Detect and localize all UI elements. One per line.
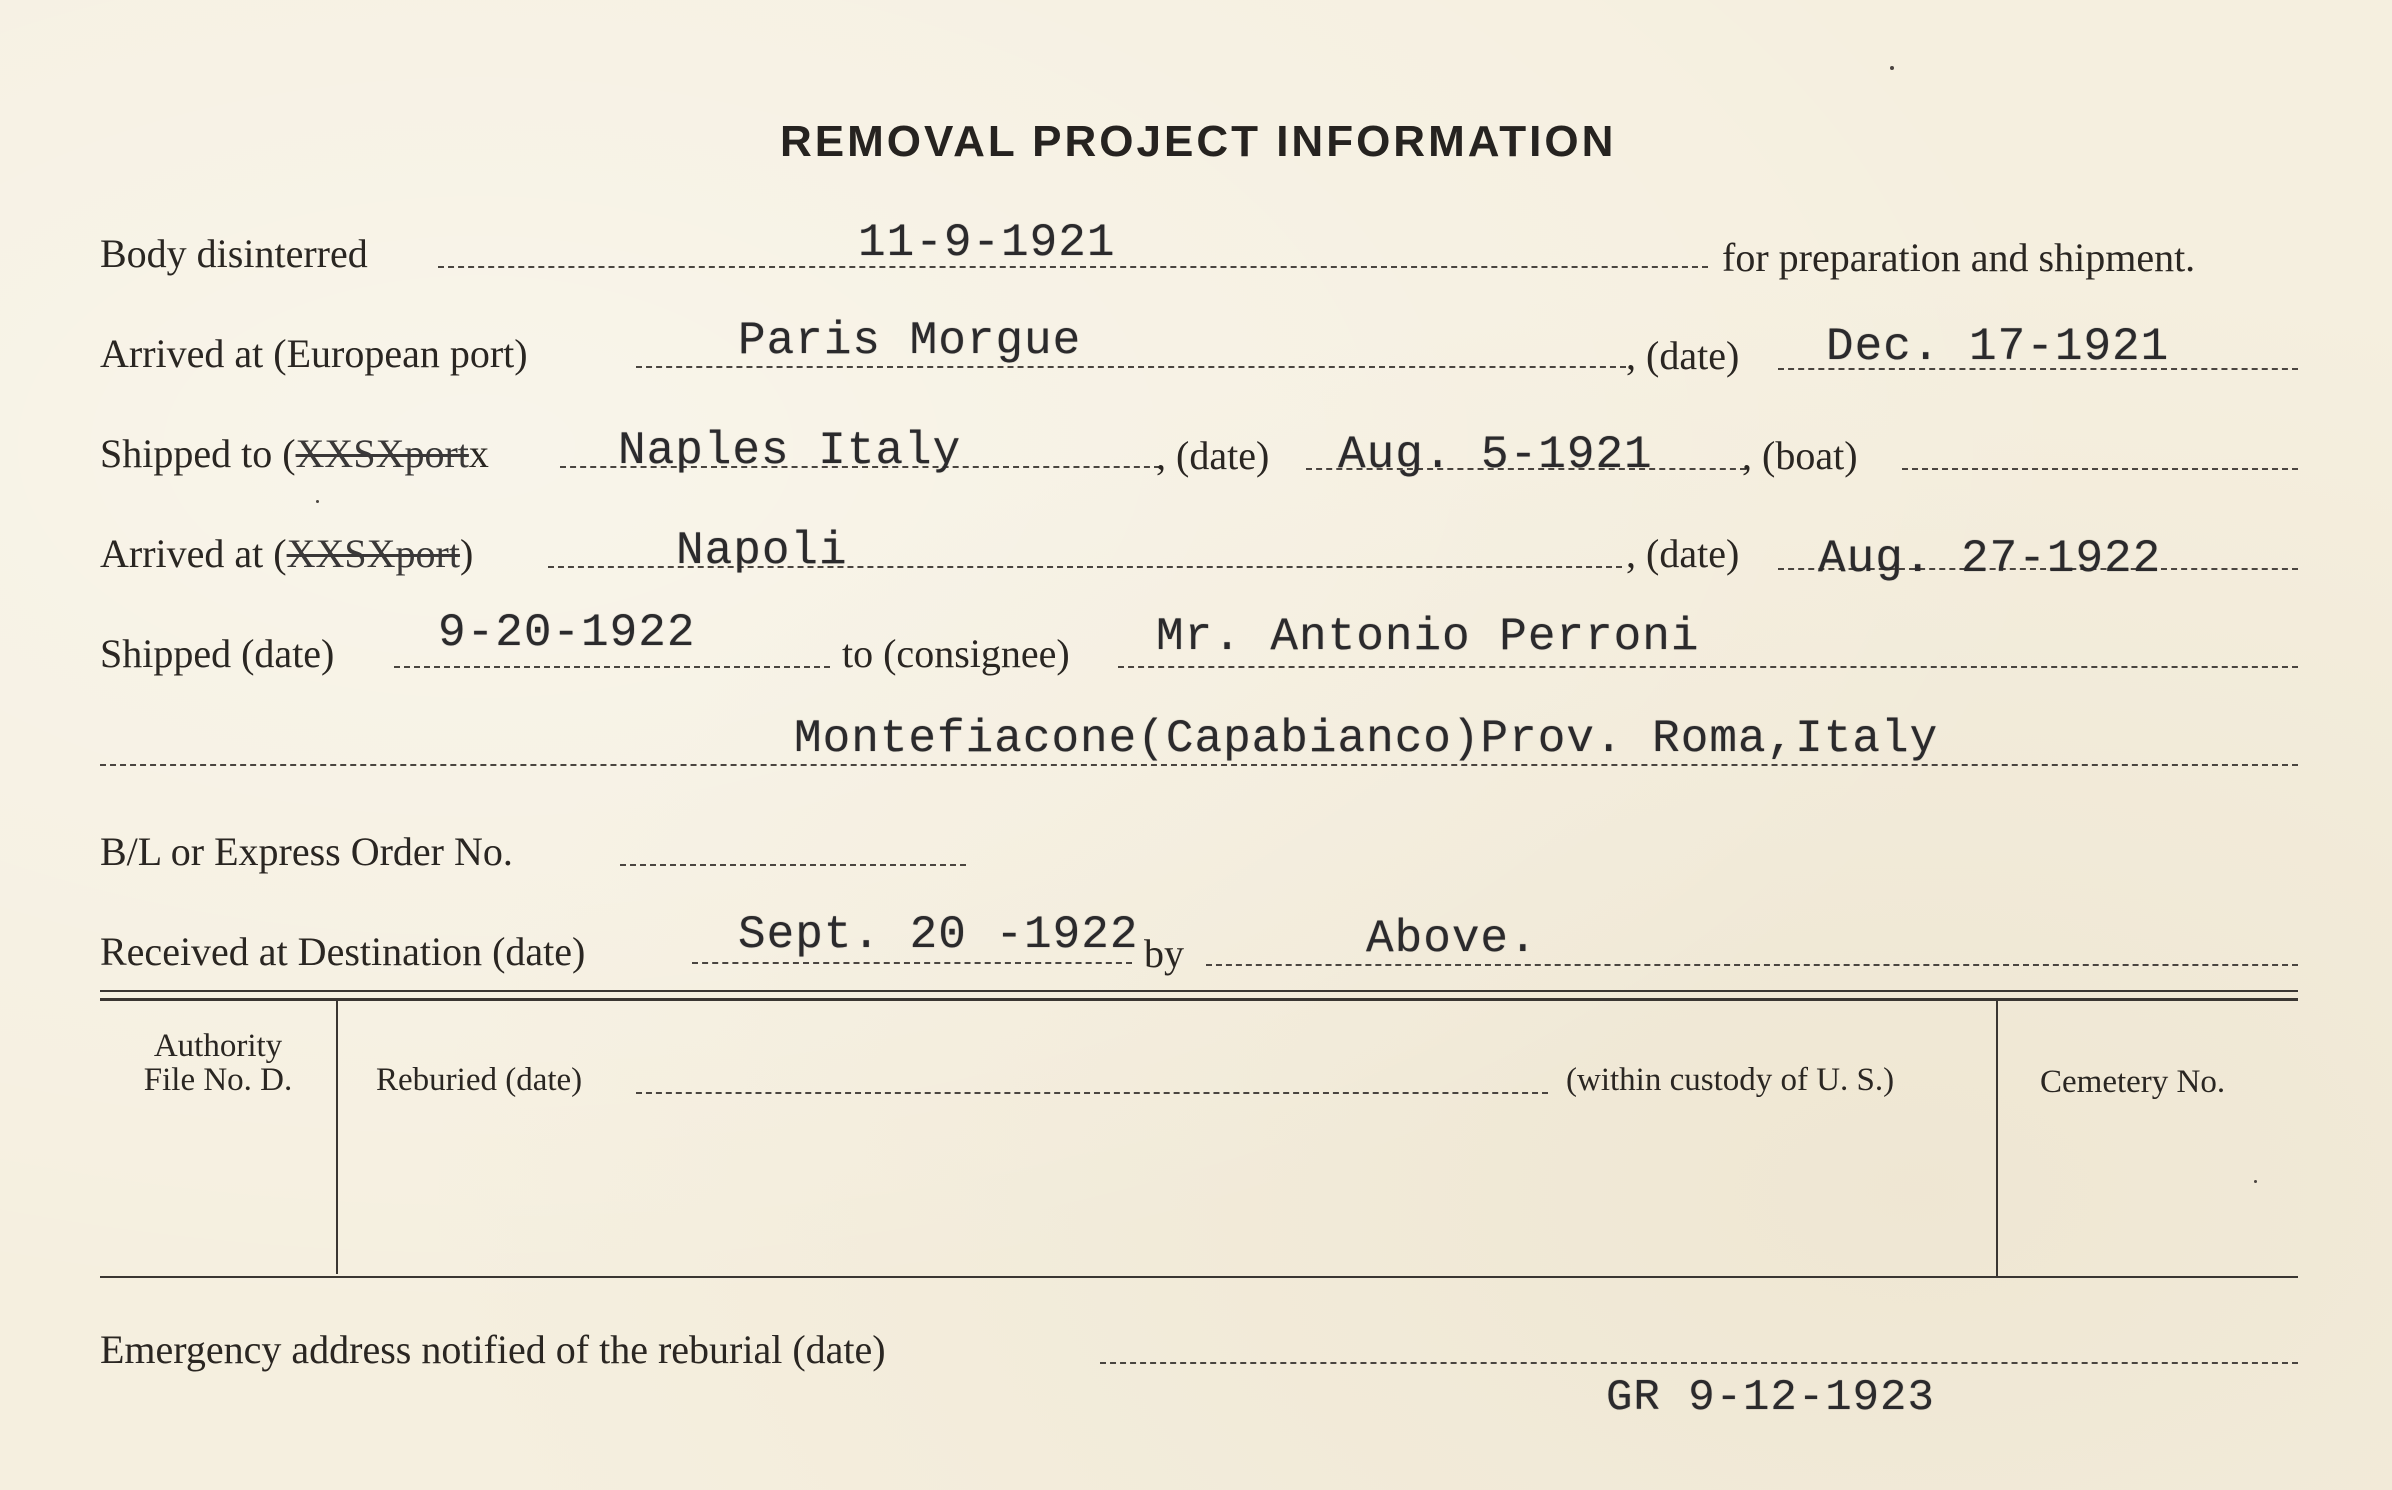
- table-bottom-rule: [100, 1276, 2298, 1278]
- shipped-to-tail: x: [468, 431, 489, 476]
- shipped-to-date-value: Aug. 5-1921: [1338, 429, 1653, 481]
- arrived-at-date-value: Aug. 27-1922: [1818, 533, 2162, 585]
- table-top-rule-1: [100, 990, 2298, 992]
- body-disinterred-suffix: for preparation and shipment.: [1722, 235, 2196, 280]
- consignee-address-value: Montefiacone(Capabianco)Prov. Roma,Italy: [794, 713, 1939, 765]
- consignee-line: [1118, 666, 2298, 668]
- shipped-to-boat-label: , (boat): [1742, 433, 1858, 478]
- consignee-label: to (consignee): [842, 631, 1070, 676]
- received-value: Sept. 20 -1922: [738, 909, 1139, 961]
- paper-speck: [2254, 1180, 2257, 1183]
- arrived-european-port-date-label: , (date): [1626, 333, 1740, 378]
- shipped-date-line: [394, 666, 830, 668]
- shipped-to-boat-line: [1902, 468, 2298, 470]
- paper-speck: [316, 500, 319, 503]
- arrived-european-port-date-value: Dec. 17-1921: [1826, 321, 2170, 373]
- bl-order-label: B/L or Express Order No.: [100, 829, 513, 874]
- shipped-to-label-text: Shipped to (: [100, 431, 296, 476]
- arrived-at-label-text: Arrived at (: [100, 531, 287, 576]
- shipped-to-date-label: , (date): [1156, 433, 1270, 478]
- emergency-label: Emergency address notified of the reburial (date): [100, 1327, 886, 1372]
- custody-label: (within custody of U. S.): [1566, 1062, 1895, 1098]
- authority-label-line2: File No. D.: [143, 1062, 293, 1098]
- shipped-to-struck-text: XXSXport: [295, 431, 469, 476]
- received-label: Received at Destination (date): [100, 929, 586, 974]
- emergency-line: [1100, 1362, 2298, 1364]
- authority-label-line1: Authority: [153, 1028, 283, 1064]
- table-divider-right: [1996, 1000, 1998, 1276]
- shipped-date-label: Shipped (date): [100, 631, 335, 676]
- table-divider-left: [336, 1000, 338, 1274]
- table-top-rule-2: [100, 998, 2298, 1001]
- card-title: REMOVAL PROJECT INFORMATION: [780, 117, 1617, 166]
- shipped-to-value: Naples Italy: [618, 425, 962, 477]
- paper-speck: [1890, 66, 1894, 70]
- cemetery-label: Cemetery No.: [2040, 1064, 2226, 1100]
- received-by-value: Above.: [1366, 913, 1538, 965]
- gr-stamp: GR 9-12-1923: [1606, 1373, 1935, 1423]
- body-disinterred-value: 11-9-1921: [858, 217, 1116, 269]
- arrived-at-date-label: , (date): [1626, 531, 1740, 576]
- received-by-label: by: [1144, 931, 1184, 976]
- arrived-european-port-label: Arrived at (European port): [100, 331, 528, 376]
- consignee-value: Mr. Antonio Perroni: [1156, 611, 1700, 663]
- arrived-at-value: Napoli: [676, 525, 848, 577]
- arrived-at-struck-text: XXSXport: [286, 531, 460, 576]
- arrived-at-label: [100, 531, 474, 576]
- body-disinterred-label: Body disinterred: [100, 231, 368, 276]
- reburied-label: Reburied (date): [376, 1062, 583, 1098]
- shipped-date-value: 9-20-1922: [438, 607, 696, 659]
- reburied-line: [636, 1092, 1548, 1094]
- arrived-european-port-value: Paris Morgue: [738, 315, 1082, 367]
- received-line: [692, 962, 1132, 964]
- arrived-at-tail: ): [459, 531, 474, 576]
- bl-order-line: [620, 864, 966, 866]
- shipped-to-label: [100, 431, 489, 476]
